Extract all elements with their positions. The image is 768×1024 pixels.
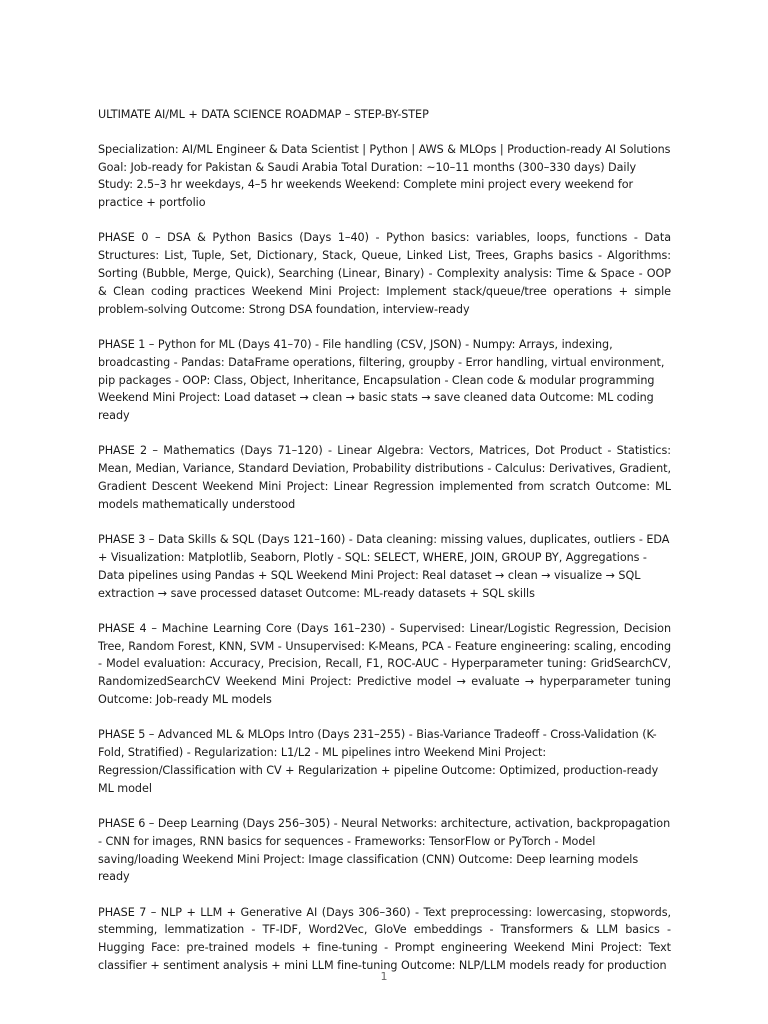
paragraph-phase-4: PHASE 4 – Machine Learning Core (Days 161–230) - Supervised: Linear/Logistic Regression, Decision Tree, Random Forest, KNN, SVM - Unsupervised: K-Means, PCA - Feature engineering: scaling, encoding - Model evaluation: Accuracy, Precision, Recall, F1, ROC-AUC - Hyperparameter tuning: GridSearchCV, RandomizedSearchCV Weekend Mini Project: Predictive model → evaluate → hyperparameter tuning Outcome: Job-ready ML models (98, 621, 671, 707)
page-number: 1 (380, 970, 388, 983)
paragraph-phase-0: PHASE 0 – DSA & Python Basics (Days 1–40) - Python basics: variables, loops, functions - Data Structures: List, Tuple, Set, Dictionary, Stack, Queue, Linked List, Trees, Graphs basics - Algorithms: Sorting (Bubble, Merge, Quick), Searching (Linear, Binary) - Complexity analysis: Time & Space - OOP & Clean coding practices Weekend Mini Project: Implement stack/queue/tree operations + simple problem-solving Outcome: Strong DSA foundation, interview-ready (98, 231, 671, 316)
paragraph-phase-2: PHASE 2 – Mathematics (Days 71–120) - Linear Algebra: Vectors, Matrices, Dot Product - Statistics: Mean, Median, Variance, Standard Deviation, Probability distributions - Calculus: Derivatives, Gradient, Gradient Descent Weekend Mini Project: Linear Regression implemented from scratch Outcome: ML models mathematically understood (98, 444, 671, 511)
paragraph-phase-1: PHASE 1 – Python for ML (Days 41–70) - File handling (CSV, JSON) - Numpy: Arrays, indexing, broadcasting - Pandas: DataFrame operations, filtering, groupby - Error handling, virtual environment, pip packages - OOP: Class, Object, Inheritance, Encapsulation - Clean code & modular programming Weekend Mini Project: Load dataset → clean → basic stats → save cleaned data Outcome: ML coding ready (98, 337, 665, 423)
document-body (98, 106, 671, 992)
paragraph-phase-5: PHASE 5 – Advanced ML & MLOps Intro (Days 231–255) - Bias-Variance Tradeoff - Cross-Validation (K-Fold, Stratified) - Regularization: L1/L2 - ML pipelines intro Weekend Mini Project: Regression/Classification with CV + Regularization + pipeline Outcome: Optimized, production-ready ML model (98, 728, 659, 795)
paragraph-phase-6: PHASE 6 – Deep Learning (Days 256–305) - Neural Networks: architecture, activation, backpropagation - CNN for images, RNN basics for sequences - Frameworks: TensorFlow or PyTorch - Model saving/loading Weekend Mini Project: Image classification (CNN) Outcome: Deep learning models ready (98, 817, 671, 884)
document-title: ULTIMATE AI/ML + DATA SCIENCE ROADMAP – STEP-BY-STEP (98, 108, 429, 121)
paragraph-phase-3: PHASE 3 – Data Skills & SQL (Days 121–160) - Data cleaning: missing values, duplicates, outliers - EDA + Visualization: Matplotlib, Seaborn, Plotly - SQL: SELECT, WHERE, JOIN, GROUP BY, Aggregations - Data pipelines using Pandas + SQL Weekend Mini Project: Real dataset → clean → visualize → SQL extraction → save processed dataset Outcome: ML-ready datasets + SQL skills (98, 533, 670, 600)
paragraph-phase-7: PHASE 7 – NLP + LLM + Generative AI (Days 306–360) - Text preprocessing: lowercasing, stopwords, stemming, lemmatization - TF-IDF, Word2Vec, GloVe embeddings - Transformers & LLM basics - Hugging Face: pre-trained models + fine-tuning - Prompt engineering Weekend Mini Project: Text classifier + sentiment analysis + mini LLM fine-tuning Outcome: NLP/LLM models ready for production (98, 905, 671, 973)
paragraph-specialization: Specialization: AI/ML Engineer & Data Scientist | Python | AWS & MLOps | Production-ready AI Solutions Goal: Job-ready for Pakistan & Saudi Arabia Total Duration: ~10–11 months (300–330 days) Daily Study: 2.5–3 hr weekdays, 4–5 hr weekends Weekend: Complete mini project every weekend for practice + portfolio (98, 142, 671, 210)
